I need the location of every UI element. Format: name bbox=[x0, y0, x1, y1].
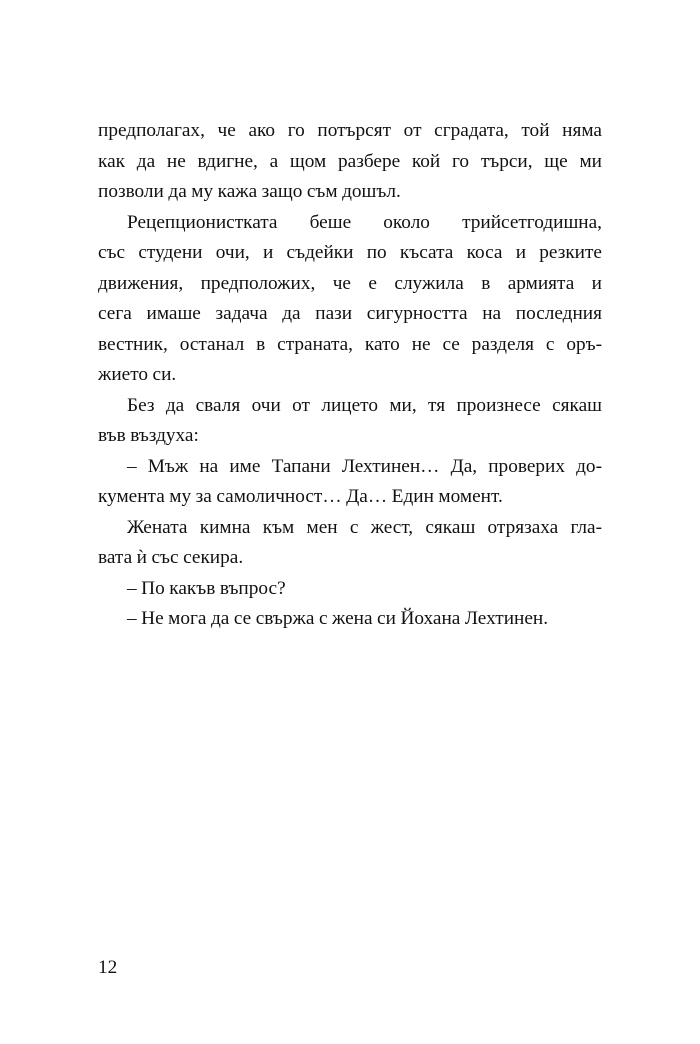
text-line: вестник, останал в страната, като не се разделя с оръ- bbox=[98, 333, 602, 355]
text-line: сега имаше задача да пази сигурността на последния bbox=[98, 303, 602, 324]
text-line: кумента му за самоличност… Да… Един момент. bbox=[98, 486, 503, 507]
text-line: предполагах, че ако го потърсят от сградата, той няма bbox=[98, 120, 602, 141]
text-line: Жената кимна към мен с жест, сякаш отрязаха гла- bbox=[127, 516, 602, 538]
text-line: позволи да му кажа защо съм дошъл. bbox=[98, 181, 401, 202]
text-line: със студени очи, и съдейки по късата коса и резките bbox=[98, 242, 602, 263]
text-line: Рецепционистката беше около трийсетгодишна, bbox=[127, 211, 602, 233]
text-line: жието си. bbox=[98, 364, 177, 385]
text-line: – Мъж на име Тапани Лехтинен… Да, проверих до- bbox=[127, 455, 602, 477]
text-line: как да не вдигне, а щом разбере кой го търси, ще ми bbox=[98, 150, 602, 172]
text-line: – По какъв въпрос? bbox=[127, 577, 286, 599]
text-line: – Не мога да се свържа с жена си Йохана Лехтинен. bbox=[127, 608, 549, 629]
text-line: движения, предположих, че е служила в армията и bbox=[98, 272, 602, 294]
page-number: 12 bbox=[98, 957, 118, 978]
text-line: Без да сваля очи от лицето ми, тя произнесе сякаш bbox=[127, 394, 602, 416]
text-line: вата ѝ със секира. bbox=[98, 547, 244, 568]
body-text bbox=[98, 116, 602, 635]
text-line: във въздуха: bbox=[98, 425, 199, 446]
